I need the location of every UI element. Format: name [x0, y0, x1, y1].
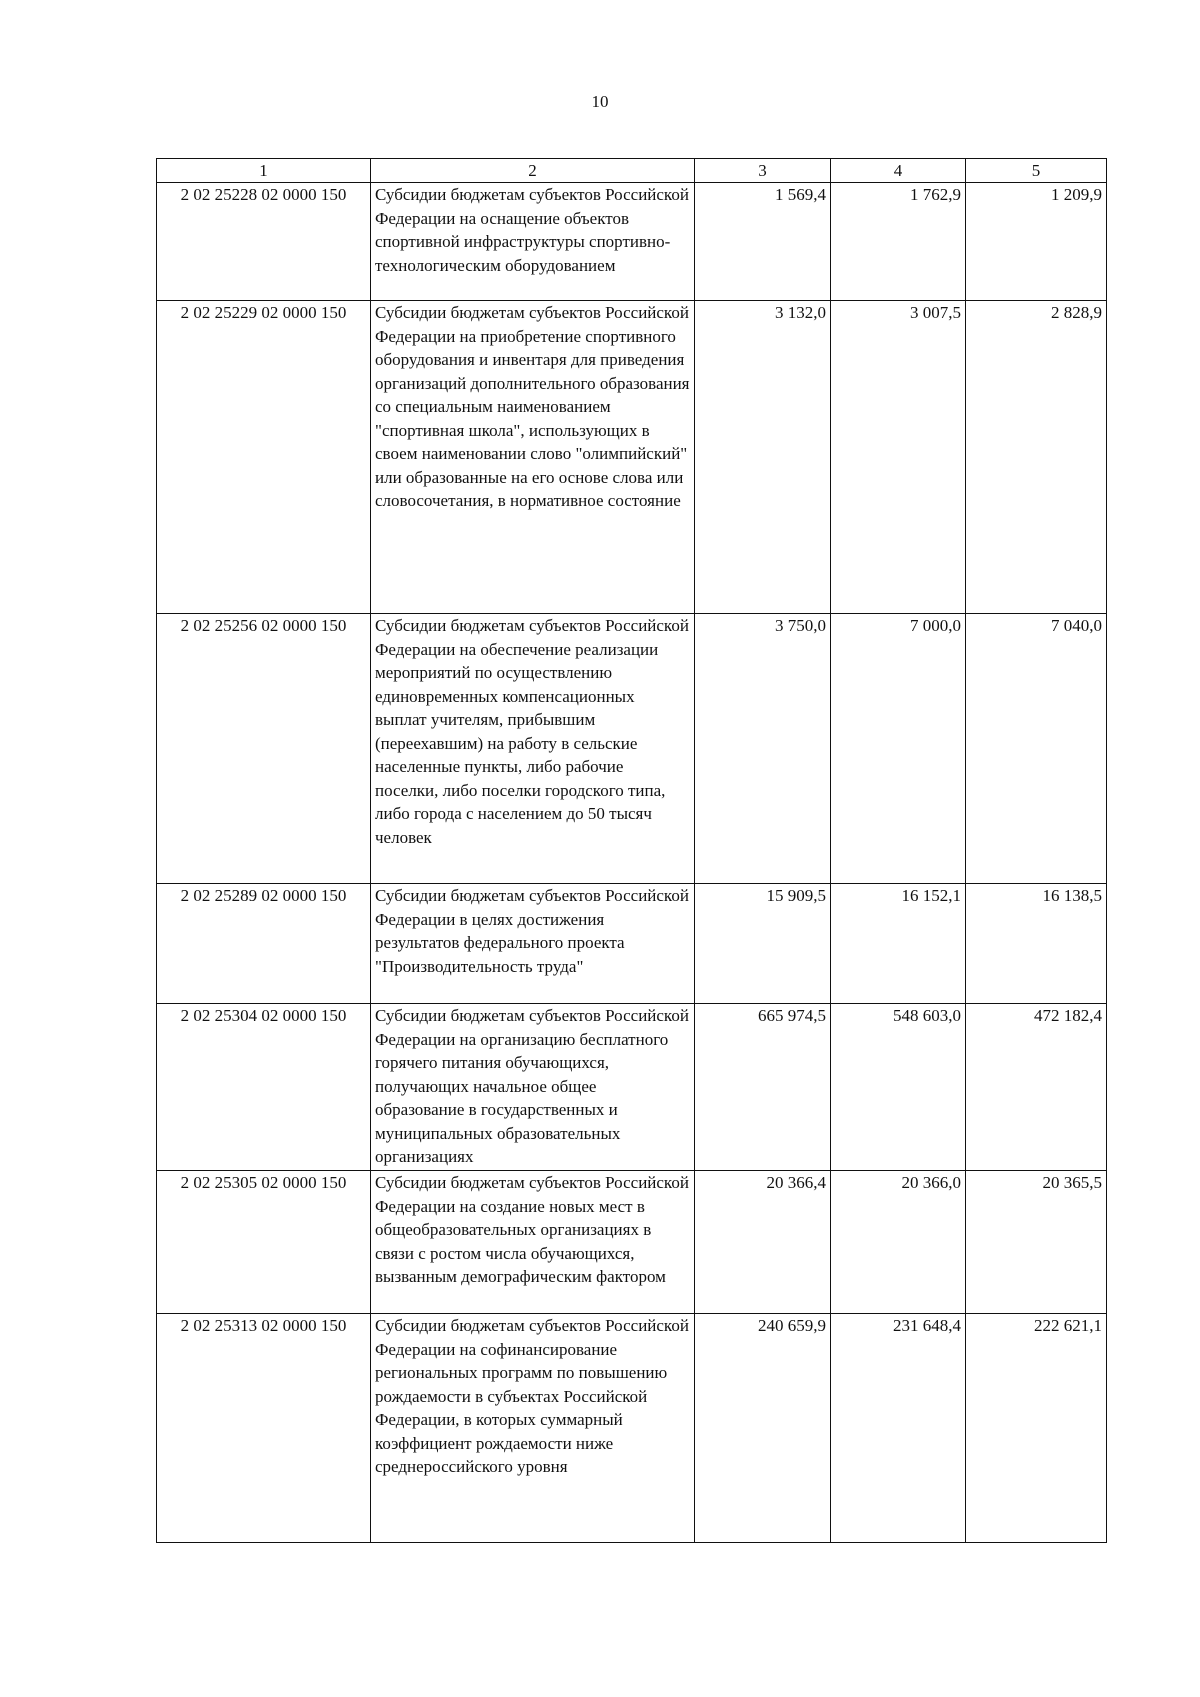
value-col-3: 3 750,0: [695, 614, 831, 884]
page-number: 10: [591, 92, 609, 111]
table-row: [157, 1004, 1107, 1171]
value-col-4: 7 000,0: [831, 614, 966, 884]
table-row: [157, 301, 1107, 614]
value-col-5: 7 040,0: [966, 614, 1107, 884]
header-cell-4: 4: [831, 159, 966, 183]
value-col-5: 1 209,9: [966, 183, 1107, 301]
value-col-3: 240 659,9: [695, 1314, 831, 1543]
row-description: Субсидии бюджетам субъектов Российской Федерации на создание новых мест в общеобразовательных организациях в связи с ростом числа обучающихся, вызванным демографическим фактором: [371, 1171, 695, 1314]
budget-code: 2 02 25305 02 0000 150: [157, 1171, 371, 1314]
budget-code: 2 02 25228 02 0000 150: [157, 183, 371, 301]
value-col-3: 15 909,5: [695, 884, 831, 1004]
budget-code: 2 02 25229 02 0000 150: [157, 301, 371, 614]
budget-table: [156, 158, 1107, 1543]
header-cell-5: 5: [966, 159, 1107, 183]
value-col-3: 1 569,4: [695, 183, 831, 301]
header-row: [157, 159, 1107, 183]
value-col-5: 2 828,9: [966, 301, 1107, 614]
value-col-4: 548 603,0: [831, 1004, 966, 1171]
row-description: Субсидии бюджетам субъектов Российской Федерации на обеспечение реализации мероприятий по осуществлению единовременных компенсационных выплат учителям, прибывшим (переехавшим) на работу в сельские населенные пункты, либо рабочие поселки, либо поселки городского типа, либо города с населением до 50 тысяч человек: [371, 614, 695, 884]
budget-code: 2 02 25313 02 0000 150: [157, 1314, 371, 1543]
value-col-3: 665 974,5: [695, 1004, 831, 1171]
value-col-5: 222 621,1: [966, 1314, 1107, 1543]
budget-code: 2 02 25304 02 0000 150: [157, 1004, 371, 1171]
table-row: [157, 1314, 1107, 1543]
table-row: [157, 884, 1107, 1004]
budget-code: 2 02 25256 02 0000 150: [157, 614, 371, 884]
value-col-4: 3 007,5: [831, 301, 966, 614]
value-col-5: 16 138,5: [966, 884, 1107, 1004]
table-row: [157, 183, 1107, 301]
header-cell-1: 1: [157, 159, 371, 183]
value-col-4: 1 762,9: [831, 183, 966, 301]
value-col-5: 472 182,4: [966, 1004, 1107, 1171]
budget-code: 2 02 25289 02 0000 150: [157, 884, 371, 1004]
row-description: Субсидии бюджетам субъектов Российской Федерации на приобретение спортивного оборудования и инвентаря для приведения организаций дополнительного образования со специальным наименованием "спортивная школа", использующих в своем наименовании слово "олимпийский" или образованные на его основе слова или словосочетания, в нормативное состояние: [371, 301, 695, 614]
header-cell-3: 3: [695, 159, 831, 183]
value-col-4: 16 152,1: [831, 884, 966, 1004]
table-row: [157, 614, 1107, 884]
row-description: Субсидии бюджетам субъектов Российской Федерации на оснащение объектов спортивной инфраструктуры спортивно-технологическим оборудованием: [371, 183, 695, 301]
row-description: Субсидии бюджетам субъектов Российской Федерации в целях достижения результатов федерального проекта "Производительность труда": [371, 884, 695, 1004]
value-col-3: 3 132,0: [695, 301, 831, 614]
value-col-3: 20 366,4: [695, 1171, 831, 1314]
value-col-4: 231 648,4: [831, 1314, 966, 1543]
header-cell-2: 2: [371, 159, 695, 183]
row-description: Субсидии бюджетам субъектов Российской Федерации на софинансирование региональных программ по повышению рождаемости в субъектах Российской Федерации, в которых суммарный коэффициент рождаемости ниже среднероссийского уровня: [371, 1314, 695, 1543]
table-row: [157, 1171, 1107, 1314]
value-col-5: 20 365,5: [966, 1171, 1107, 1314]
value-col-4: 20 366,0: [831, 1171, 966, 1314]
row-description: Субсидии бюджетам субъектов Российской Федерации на организацию бесплатного горячего питания обучающихся, получающих начальное общее образование в государственных и муниципальных образовательных организациях: [371, 1004, 695, 1171]
